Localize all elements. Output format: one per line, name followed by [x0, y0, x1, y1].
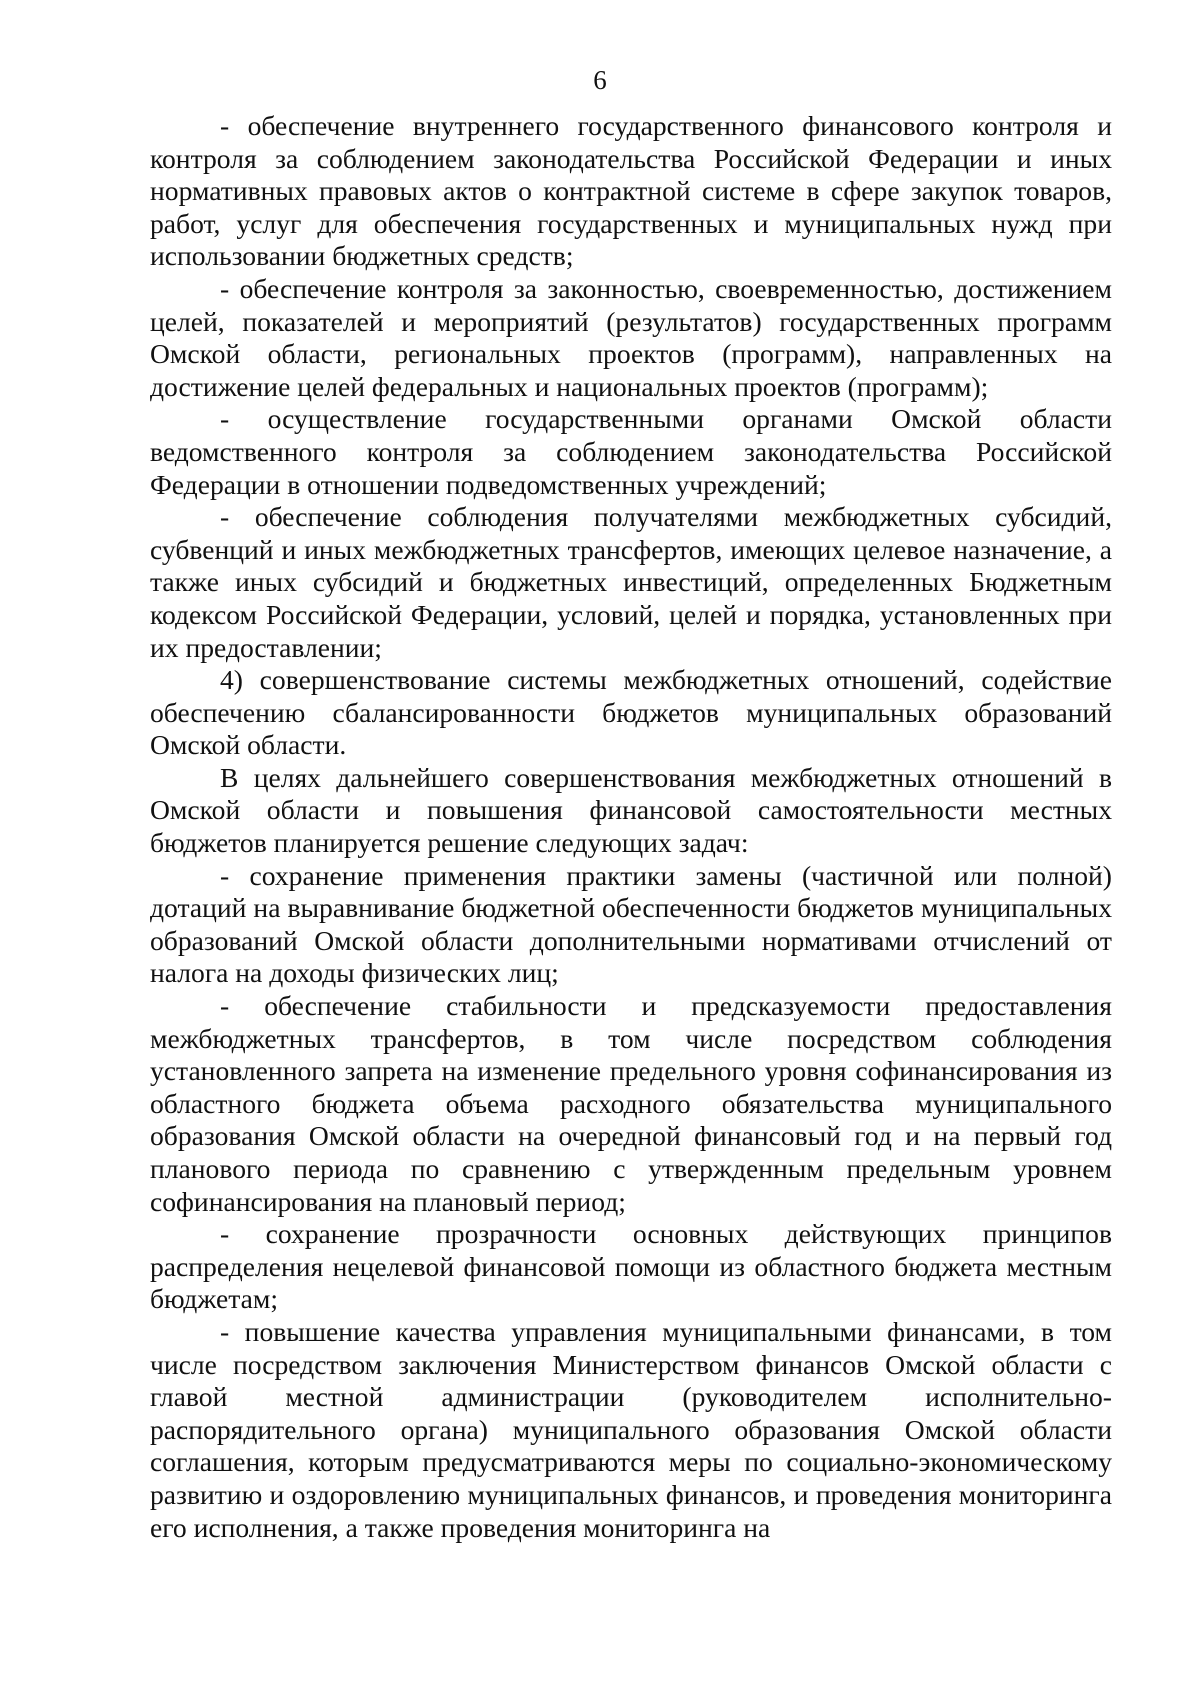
page-number: 6 — [593, 65, 607, 95]
paragraph-subsidy-compliance: - обеспечение соблюдения получателями межбюджетных субсидий, субвенций и иных межбюджетных трансфертов, имеющих целевое назначение, а также иных субсидий и бюджетных инвестиций, определенных Бюджетным кодексом Российской Федерации, условий, целей и порядка, установленных при их предоставлении; — [150, 501, 1112, 663]
paragraph-departmental-control: - осуществление государственными органами Омской области ведомственного контроля за соблюдением законодательства Российской Федерации в отношении подведомственных учреждений; — [150, 403, 1112, 500]
paragraph-interbudget-relations: 4) совершенствование системы межбюджетных отношений, содействие обеспечению сбалансированности бюджетов муниципальных образований Омской области. — [150, 664, 1112, 761]
paragraph-planned-tasks-intro: В целях дальнейшего совершенствования межбюджетных отношений в Омской области и повышения финансовой самостоятельности местных бюджетов планируется решение следующих задач: — [150, 761, 1112, 859]
paragraph-municipal-finance-quality: - повышение качества управления муниципальными финансами, в том числе посредством заключения Министерством финансов Омской области с главой местной администрации (руководителем исполнительно-распорядительного органа) муниципального образования Омской области соглашения, которым предусматриваются меры по социально-экономическому развитию и оздоровлению муниципальных финансов, и проведения мониторинга его исполнения, а также проведения мониторинга на — [150, 1315, 1112, 1543]
paragraph-subsidy-replacement: - сохранение применения практики замены (частичной или полной) дотаций на выравнивание бюджетной обеспеченности бюджетов муниципальных образований Омской области дополнительными нормативами отчислений от налога на доходы физических лиц; — [150, 859, 1112, 989]
document-body — [150, 110, 1112, 1544]
paragraph-transparency: - сохранение прозрачности основных действующих принципов распределения нецелевой финансовой помощи из областного бюджета местным бюджетам; — [150, 1218, 1112, 1315]
paragraph-internal-control: - обеспечение внутреннего государственного финансового контроля и контроля за соблюдением законодательства Российской Федерации и иных нормативных правовых актов о контрактной системе в сфере закупок товаров, работ, услуг для обеспечения государственных и муниципальных нужд при использовании бюджетных средств; — [150, 110, 1112, 272]
paragraph-transfer-stability: - обеспечение стабильности и предсказуемости предоставления межбюджетных трансфертов, в том числе посредством соблюдения установленного запрета на изменение предельного уровня софинансирования из областного бюджета объема расходного обязательства муниципального образования Омской области на очередной финансовый год и на первый год планового периода по сравнению с утвержденным предельным уровнем софинансирования на плановый период; — [150, 990, 1112, 1217]
paragraph-program-control: - обеспечение контроля за законностью, своевременностью, достижением целей, показателей и мероприятий (результатов) государственных программ Омской области, региональных проектов (программ), направленных на достижение целей федеральных и национальных проектов (программ); — [150, 272, 1112, 402]
